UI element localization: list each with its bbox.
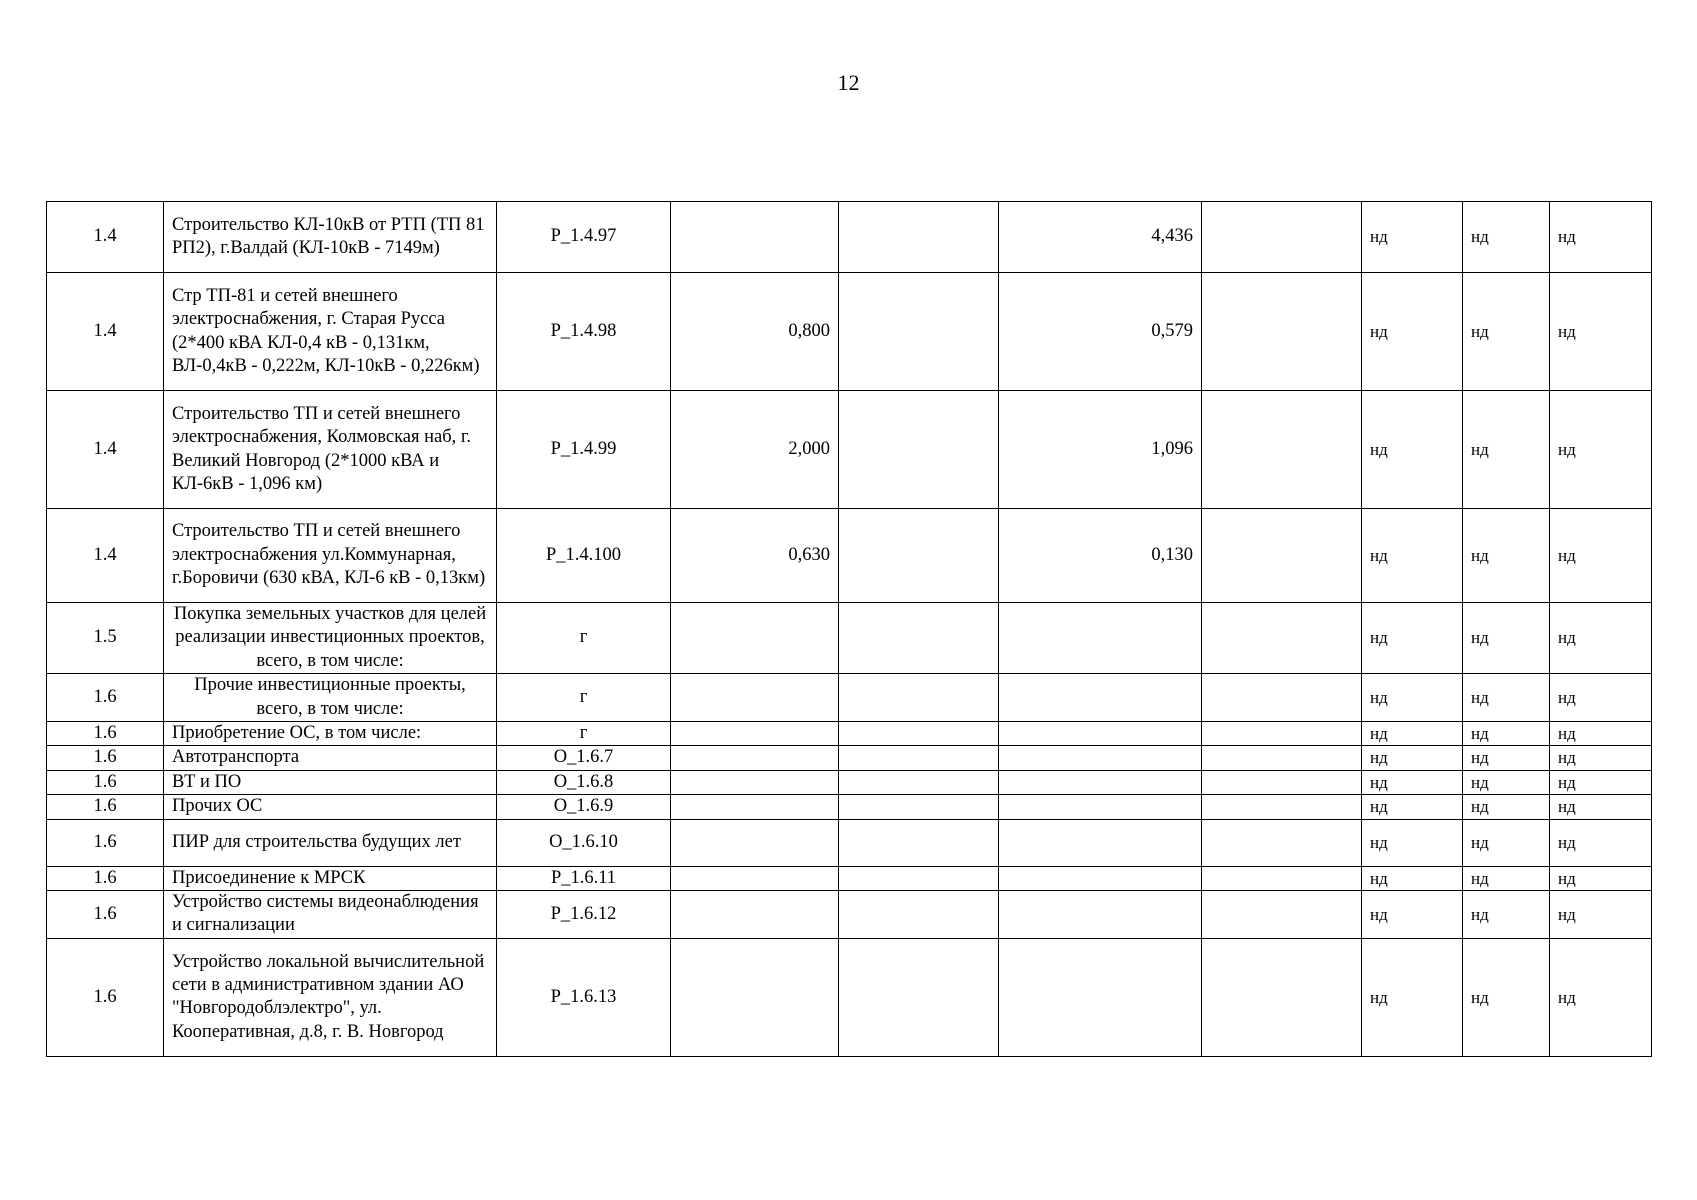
value-cell-2	[839, 509, 999, 603]
value-cell-4	[1202, 202, 1362, 273]
value-cell-3: 1,096	[999, 391, 1202, 509]
nd-cell-1: нд	[1362, 938, 1463, 1056]
value-cell-1: 0,800	[671, 273, 839, 391]
project-name: Приобретение ОС, в том числе:	[164, 722, 497, 746]
table-body	[47, 202, 1652, 1057]
nd-cell-3: нд	[1550, 891, 1652, 939]
row-number: 1.4	[47, 273, 164, 391]
value-cell-2	[839, 938, 999, 1056]
table-row	[47, 770, 1652, 794]
nd-cell-1: нд	[1362, 674, 1463, 722]
value-cell-1	[671, 891, 839, 939]
row-number: 1.6	[47, 770, 164, 794]
table-row	[47, 202, 1652, 273]
project-name: Устройство системы видеонаблюдения и сигнализации	[164, 891, 497, 939]
value-cell-3	[999, 938, 1202, 1056]
project-name: Прочие инвестиционные проекты, всего, в том числе:	[164, 674, 497, 722]
row-number: 1.6	[47, 795, 164, 819]
nd-cell-2: нд	[1463, 391, 1550, 509]
table-row	[47, 819, 1652, 866]
project-code: г	[497, 722, 671, 746]
value-cell-3: 0,130	[999, 509, 1202, 603]
nd-cell-3: нд	[1550, 603, 1652, 674]
value-cell-4	[1202, 273, 1362, 391]
value-cell-3	[999, 722, 1202, 746]
value-cell-3	[999, 891, 1202, 939]
value-cell-2	[839, 603, 999, 674]
nd-cell-2: нд	[1463, 819, 1550, 866]
value-cell-4	[1202, 674, 1362, 722]
value-cell-3	[999, 770, 1202, 794]
table-row	[47, 509, 1652, 603]
project-name: Строительство ТП и сетей внешнего электроснабжения ул.Коммунарная, г.Боровичи (630 кВА, КЛ-6 кВ - 0,13км)	[164, 509, 497, 603]
nd-cell-1: нд	[1362, 770, 1463, 794]
nd-cell-3: нд	[1550, 674, 1652, 722]
nd-cell-3: нд	[1550, 722, 1652, 746]
table-row	[47, 674, 1652, 722]
nd-cell-3: нд	[1550, 866, 1652, 890]
nd-cell-1: нд	[1362, 391, 1463, 509]
value-cell-2	[839, 891, 999, 939]
value-cell-1: 2,000	[671, 391, 839, 509]
table-row	[47, 722, 1652, 746]
row-number: 1.6	[47, 819, 164, 866]
table-row	[47, 603, 1652, 674]
nd-cell-2: нд	[1463, 674, 1550, 722]
value-cell-1	[671, 603, 839, 674]
nd-cell-3: нд	[1550, 509, 1652, 603]
nd-cell-2: нд	[1463, 891, 1550, 939]
value-cell-4	[1202, 603, 1362, 674]
value-cell-1	[671, 795, 839, 819]
nd-cell-2: нд	[1463, 866, 1550, 890]
nd-cell-1: нд	[1362, 202, 1463, 273]
row-number: 1.6	[47, 674, 164, 722]
value-cell-1	[671, 202, 839, 273]
table-row	[47, 891, 1652, 939]
row-number: 1.4	[47, 202, 164, 273]
project-name: Покупка земельных участков для целей реализации инвестиционных проектов, всего, в том числе:	[164, 603, 497, 674]
value-cell-4	[1202, 509, 1362, 603]
project-name: Присоединение к МРСК	[164, 866, 497, 890]
table-row	[47, 795, 1652, 819]
project-name: ВТ и ПО	[164, 770, 497, 794]
nd-cell-3: нд	[1550, 770, 1652, 794]
row-number: 1.6	[47, 866, 164, 890]
project-code: г	[497, 674, 671, 722]
nd-cell-1: нд	[1362, 891, 1463, 939]
nd-cell-1: нд	[1362, 509, 1463, 603]
value-cell-2	[839, 674, 999, 722]
value-cell-1	[671, 819, 839, 866]
value-cell-4	[1202, 746, 1362, 770]
row-number: 1.4	[47, 509, 164, 603]
project-code: Р_1.4.99	[497, 391, 671, 509]
nd-cell-2: нд	[1463, 770, 1550, 794]
project-name: Стр ТП-81 и сетей внешнего электроснабжения, г. Старая Русса (2*400 кВА КЛ-0,4 кВ - 0,131км, ВЛ-0,4кВ - 0,222м, КЛ-10кВ - 0,226км)	[164, 273, 497, 391]
value-cell-4	[1202, 938, 1362, 1056]
value-cell-2	[839, 770, 999, 794]
nd-cell-1: нд	[1362, 722, 1463, 746]
value-cell-3	[999, 674, 1202, 722]
table-row	[47, 273, 1652, 391]
table-row	[47, 746, 1652, 770]
nd-cell-2: нд	[1463, 938, 1550, 1056]
nd-cell-2: нд	[1463, 202, 1550, 273]
value-cell-1: 0,630	[671, 509, 839, 603]
project-code: Р_1.6.13	[497, 938, 671, 1056]
project-code: О_1.6.8	[497, 770, 671, 794]
project-name: Строительство КЛ-10кВ от РТП (ТП 81 РП2), г.Валдай (КЛ-10кВ - 7149м)	[164, 202, 497, 273]
project-code: О_1.6.9	[497, 795, 671, 819]
table-row	[47, 866, 1652, 890]
nd-cell-1: нд	[1362, 819, 1463, 866]
value-cell-3	[999, 819, 1202, 866]
row-number: 1.6	[47, 746, 164, 770]
nd-cell-2: нд	[1463, 603, 1550, 674]
row-number: 1.6	[47, 722, 164, 746]
project-name: Строительство ТП и сетей внешнего электроснабжения, Колмовская наб, г. Великий Новгород (2*1000 кВА и КЛ-6кВ - 1,096 км)	[164, 391, 497, 509]
value-cell-2	[839, 866, 999, 890]
project-code: О_1.6.10	[497, 819, 671, 866]
nd-cell-2: нд	[1463, 795, 1550, 819]
value-cell-4	[1202, 891, 1362, 939]
row-number: 1.5	[47, 603, 164, 674]
investment-projects-table	[46, 201, 1652, 1057]
value-cell-3	[999, 795, 1202, 819]
project-name: Устройство локальной вычислительной сети в административном здании АО "Новгородоблэлектро", ул. Кооперативная, д.8, г. В. Новгород	[164, 938, 497, 1056]
page-number: 12	[837, 70, 860, 95]
value-cell-4	[1202, 795, 1362, 819]
nd-cell-2: нд	[1463, 746, 1550, 770]
nd-cell-2: нд	[1463, 509, 1550, 603]
value-cell-3: 4,436	[999, 202, 1202, 273]
row-number: 1.6	[47, 891, 164, 939]
nd-cell-2: нд	[1463, 722, 1550, 746]
project-name: Прочих ОС	[164, 795, 497, 819]
project-code: Р_1.4.100	[497, 509, 671, 603]
value-cell-3	[999, 746, 1202, 770]
value-cell-2	[839, 722, 999, 746]
project-code: Р_1.4.98	[497, 273, 671, 391]
value-cell-3	[999, 603, 1202, 674]
nd-cell-2: нд	[1463, 273, 1550, 391]
value-cell-4	[1202, 819, 1362, 866]
project-name: ПИР для строительства будущих лет	[164, 819, 497, 866]
nd-cell-3: нд	[1550, 819, 1652, 866]
value-cell-3	[999, 866, 1202, 890]
value-cell-4	[1202, 391, 1362, 509]
nd-cell-1: нд	[1362, 273, 1463, 391]
project-name: Автотранспорта	[164, 746, 497, 770]
value-cell-3: 0,579	[999, 273, 1202, 391]
nd-cell-1: нд	[1362, 603, 1463, 674]
value-cell-2	[839, 819, 999, 866]
nd-cell-3: нд	[1550, 746, 1652, 770]
value-cell-2	[839, 202, 999, 273]
value-cell-2	[839, 273, 999, 391]
value-cell-1	[671, 674, 839, 722]
value-cell-4	[1202, 770, 1362, 794]
nd-cell-1: нд	[1362, 866, 1463, 890]
nd-cell-1: нд	[1362, 746, 1463, 770]
nd-cell-3: нд	[1550, 795, 1652, 819]
value-cell-1	[671, 722, 839, 746]
value-cell-2	[839, 795, 999, 819]
nd-cell-3: нд	[1550, 273, 1652, 391]
value-cell-1	[671, 770, 839, 794]
project-code: Р_1.4.97	[497, 202, 671, 273]
nd-cell-3: нд	[1550, 391, 1652, 509]
row-number: 1.6	[47, 938, 164, 1056]
table-row	[47, 938, 1652, 1056]
nd-cell-3: нд	[1550, 202, 1652, 273]
project-code: О_1.6.7	[497, 746, 671, 770]
value-cell-2	[839, 746, 999, 770]
table-row	[47, 391, 1652, 509]
project-code: Р_1.6.11	[497, 866, 671, 890]
value-cell-1	[671, 746, 839, 770]
value-cell-2	[839, 391, 999, 509]
value-cell-4	[1202, 722, 1362, 746]
value-cell-1	[671, 938, 839, 1056]
value-cell-1	[671, 866, 839, 890]
nd-cell-1: нд	[1362, 795, 1463, 819]
value-cell-4	[1202, 866, 1362, 890]
row-number: 1.4	[47, 391, 164, 509]
project-code: г	[497, 603, 671, 674]
nd-cell-3: нд	[1550, 938, 1652, 1056]
project-code: Р_1.6.12	[497, 891, 671, 939]
